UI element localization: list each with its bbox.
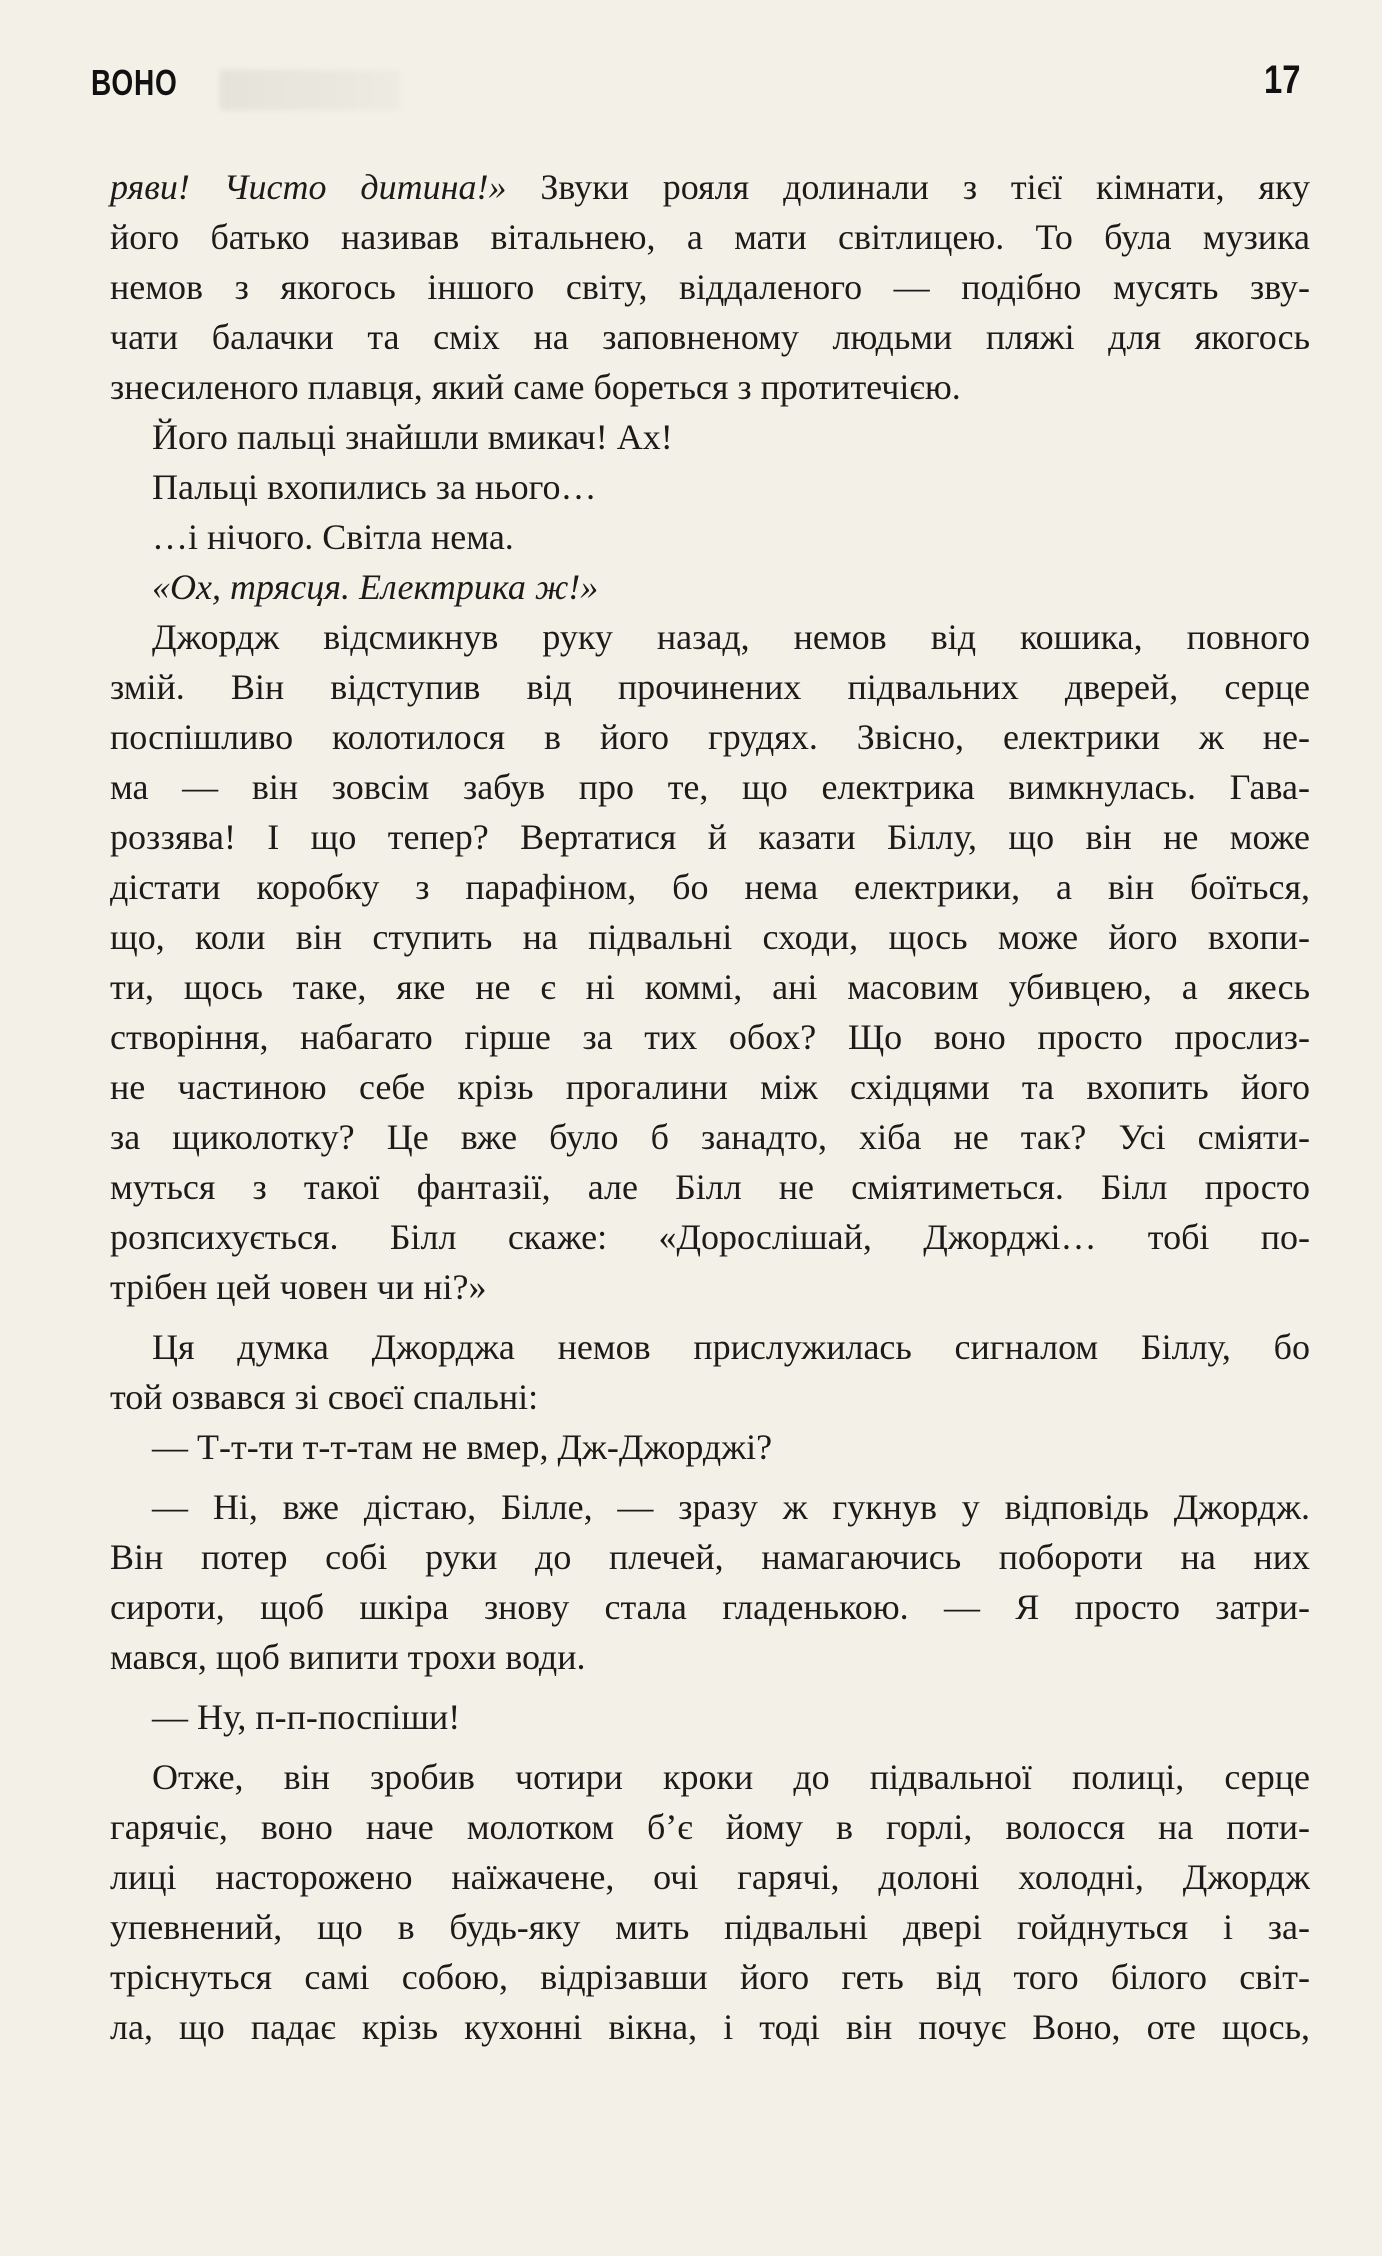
text-line: ма — він зовсім забув про те, що електрика вимкнулась. Гава-: [110, 767, 1310, 807]
page-number: 17: [1263, 58, 1300, 102]
text-line: Він потер собі руки до плечей, намагаючись побороти на них: [110, 1537, 1310, 1577]
text-line: Його пальці знайшли вмикач! Ах!: [152, 417, 673, 457]
text-line: «Ох, трясця. Електрика ж!»: [152, 567, 599, 607]
text-line: розпсихується. Білл скаже: «Дорослішай, Джорджі… тобі по-: [110, 1217, 1310, 1257]
text-line: той озвався зі своєї спальні:: [110, 1377, 539, 1417]
text-line: …і нічого. Світла нема.: [152, 517, 514, 557]
text-line: що, коли він ступить на підвальні сходи, щось може його вхопи-: [110, 917, 1310, 957]
text-line: Джордж відсмикнув руку назад, немов від кошика, повного: [152, 617, 1310, 657]
text-line: поспішливо колотилося в його грудях. Звісно, електрики ж не-: [110, 717, 1310, 757]
text-line: ла, що падає крізь кухонні вікна, і тоді він почує Воно, оте щось,: [110, 2007, 1310, 2047]
text-line: знесиленого плавця, який саме бореться з протитечією.: [110, 367, 961, 407]
text-line: змій. Він відступив від прочинених підвальних дверей, серце: [110, 667, 1310, 707]
text-line: муться з такої фантазії, але Білл не сміятиметься. Білл просто: [110, 1167, 1310, 1207]
text-line: мався, щоб випити трохи води.: [110, 1637, 586, 1677]
text-line: Ця думка Джорджа немов прислужилась сигналом Біллу, бо: [152, 1327, 1310, 1367]
text-line: за щиколотку? Це вже було б занадто, хіба не так? Усі сміяти-: [110, 1117, 1310, 1157]
running-head: ВОНО: [91, 62, 178, 103]
text-line: не частиною себе крізь прогалини між східцями та вхопить його: [110, 1067, 1310, 1107]
text-line: гарячіє, воно наче молотком б’є йому в горлі, волосся на поти-: [110, 1807, 1310, 1847]
text-line: Отже, він зробив чотири кроки до підвальної полиці, серце: [152, 1757, 1310, 1797]
bleed-through-shadow: [220, 70, 400, 110]
text-line: його батько називав вітальнею, а мати світлицею. То була музика: [110, 217, 1310, 257]
text-line: немов з якогось іншого світу, віддаленого — подібно мусять зву-: [110, 267, 1310, 307]
text-line: чати балачки та сміх на заповненому людьми пляжі для якогось: [110, 317, 1310, 357]
text-line: ряви! Чисто дитина!» Звуки рояля долинали з тієї кімнати, яку: [110, 167, 1310, 207]
text-line: дістати коробку з парафіном, бо нема електрики, а він боїться,: [110, 867, 1310, 907]
text-line: створіння, набагато гірше за тих обох? Що воно просто прослиз-: [110, 1017, 1310, 1057]
text-line: лиці насторожено наїжачене, очі гарячі, долоні холодні, Джордж: [110, 1857, 1310, 1897]
text-line: — Ну, п-п-поспіши!: [152, 1697, 461, 1737]
text-line: тріснуться самі собою, відрізавши його геть від того білого світ-: [110, 1957, 1310, 1997]
text-line: сироти, щоб шкіра знову стала гладенькою. — Я просто затри-: [110, 1587, 1310, 1627]
text-line: трібен цей човен чи ні?»: [110, 1267, 487, 1307]
text-line: — Т-т-ти т-т-там не вмер, Дж-Джорджі?: [152, 1427, 773, 1467]
text-line: роззява! І що тепер? Вертатися й казати Біллу, що він не може: [110, 817, 1310, 857]
text-line: — Ні, вже дістаю, Білле, — зразу ж гукнув у відповідь Джордж.: [152, 1487, 1310, 1527]
text-line: упевнений, що в будь-яку мить підвальні двері гойднуться і за-: [110, 1907, 1310, 1947]
text-line: Пальці вхопились за нього…: [152, 467, 597, 507]
text-line: ти, щось таке, яке не є ні коммі, ані масовим убивцею, а якесь: [110, 967, 1310, 1007]
